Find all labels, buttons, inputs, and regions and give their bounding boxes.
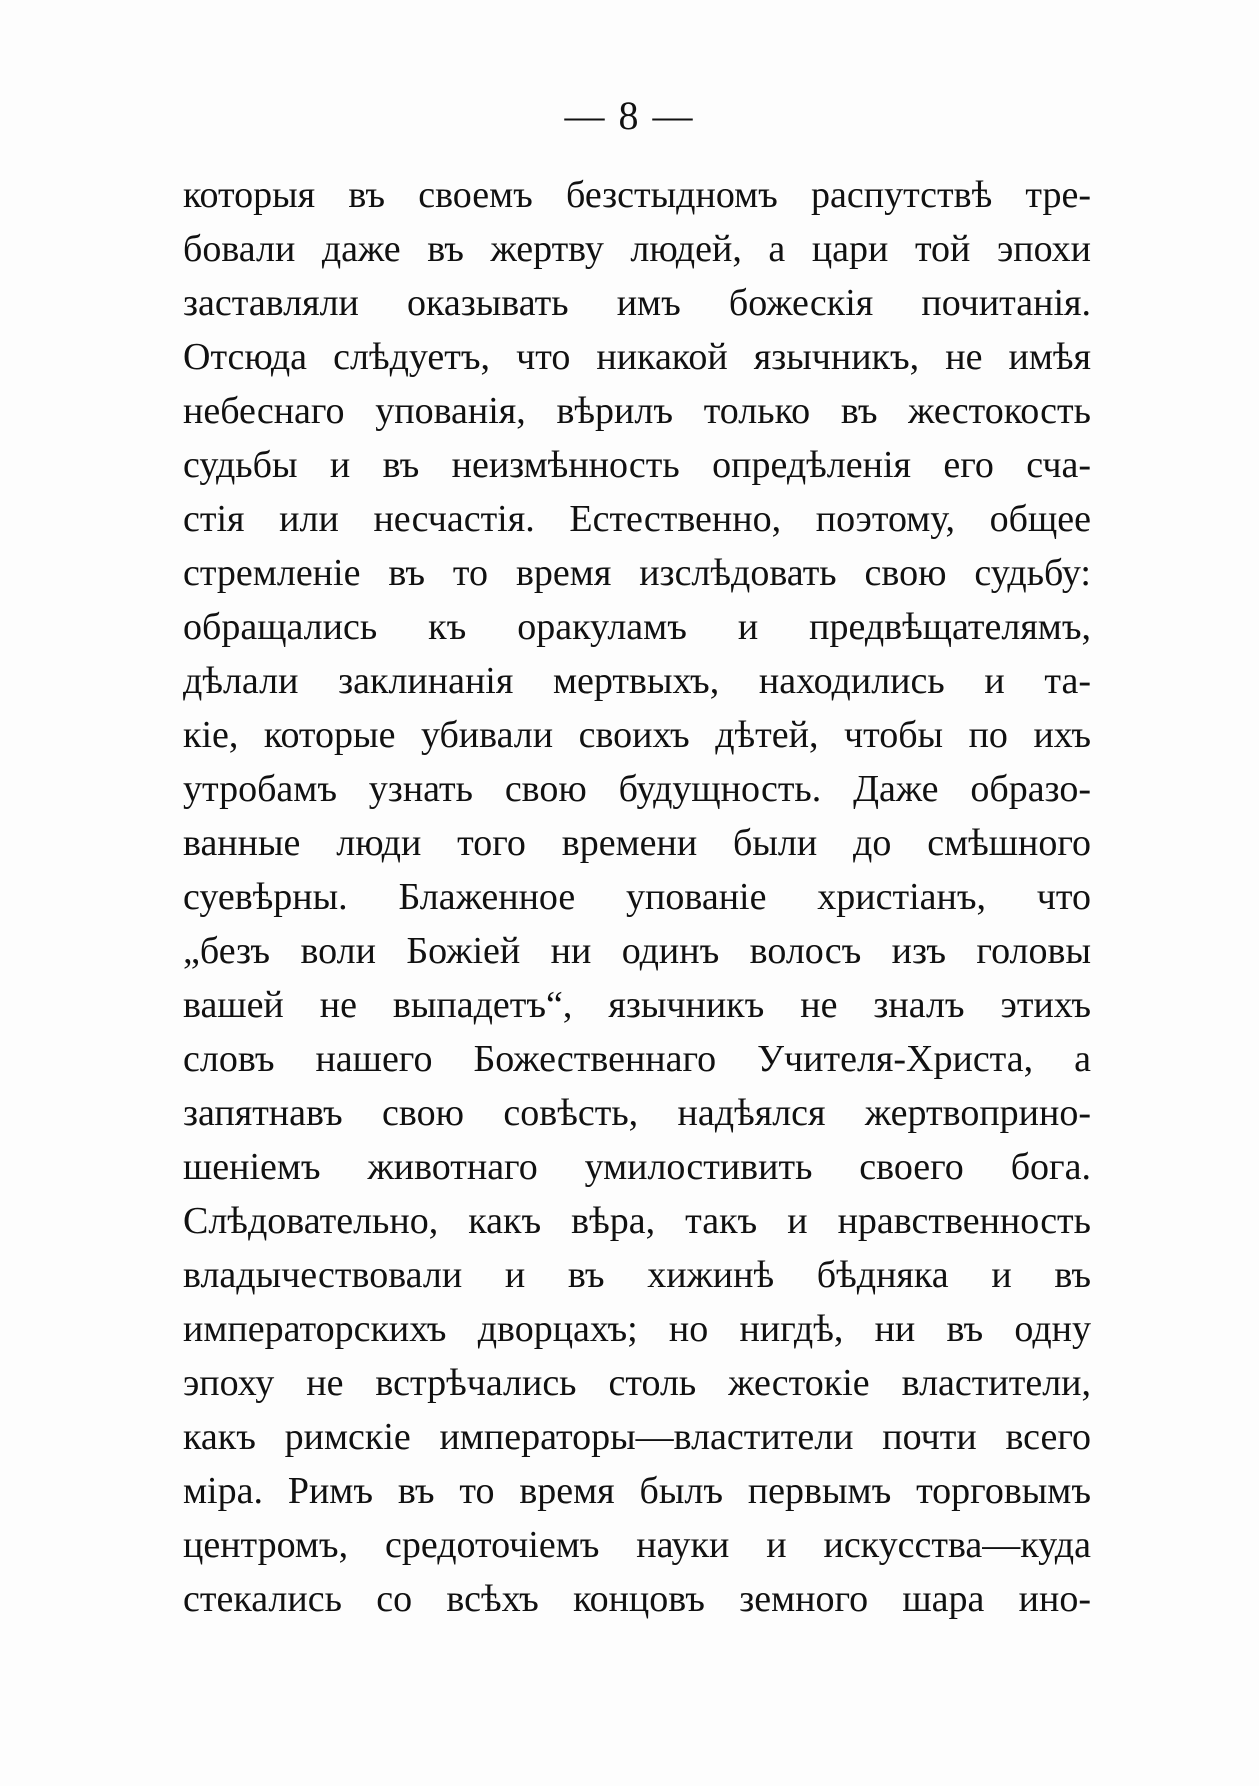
text-line: кіе, которые убивали своихъ дѣтей, чтобы по ихъ (183, 714, 1091, 756)
text-line: Отсюда слѣдуетъ, что никакой язычникъ, не имѣя (183, 336, 1091, 378)
text-line: ванные люди того времени были до смѣшного (183, 822, 1091, 864)
page-number: — 8 — (564, 93, 695, 138)
text-line: дѣлали заклинанія мертвыхъ, находились и та- (183, 660, 1091, 702)
text-line: бовали даже въ жертву людей, а цари той эпохи (183, 228, 1091, 270)
text-line: эпоху не встрѣчались столь жестокіе властители, (183, 1362, 1091, 1404)
text-line: владычествовали и въ хижинѣ бѣдняка и въ (183, 1254, 1091, 1296)
text-line: „безъ воли Божіей ни одинъ волосъ изъ головы (183, 930, 1091, 972)
text-line: словъ нашего Божественнаго Учителя-Христа, а (183, 1038, 1091, 1080)
body-text (183, 168, 1091, 1626)
text-line: Слѣдовательно, какъ вѣра, такъ и нравственность (183, 1200, 1091, 1242)
text-line: какъ римскіе императоры—властители почти всего (183, 1416, 1091, 1458)
text-line: суевѣрны. Блаженное упованіе христіанъ, что (183, 876, 1091, 918)
text-line: запятнавъ свою совѣсть, надѣялся жертвоприно- (183, 1092, 1091, 1134)
text-line: которыя въ своемъ безстыдномъ распутствѣ тре- (183, 174, 1091, 216)
text-line: міра. Римъ въ то время былъ первымъ торговымъ (183, 1470, 1091, 1512)
text-line: стремленіе въ то время изслѣдовать свою судьбу: (183, 552, 1091, 594)
text-line: центромъ, средоточіемъ науки и искусства—куда (183, 1524, 1091, 1566)
text-line: судьбы и въ неизмѣнность опредѣленія его сча- (183, 444, 1091, 486)
text-line: шеніемъ животнаго умилостивить своего бога. (183, 1146, 1091, 1188)
text-line: заставляли оказывать имъ божескія почитанія. (183, 282, 1091, 324)
text-line: стія или несчастія. Естественно, поэтому, общее (183, 498, 1091, 540)
text-line: небеснаго упованія, вѣрилъ только въ жестокость (183, 390, 1091, 432)
text-line: утробамъ узнать свою будущность. Даже образо- (183, 768, 1091, 810)
text-line: обращались къ оракуламъ и предвѣщателямъ, (183, 606, 1091, 648)
text-line: императорскихъ дворцахъ; но нигдѣ, ни въ одну (183, 1308, 1091, 1350)
text-line: стекались со всѣхъ концовъ земного шара ино- (183, 1578, 1091, 1620)
text-line: вашей не выпадетъ“, язычникъ не зналъ этихъ (183, 984, 1091, 1026)
